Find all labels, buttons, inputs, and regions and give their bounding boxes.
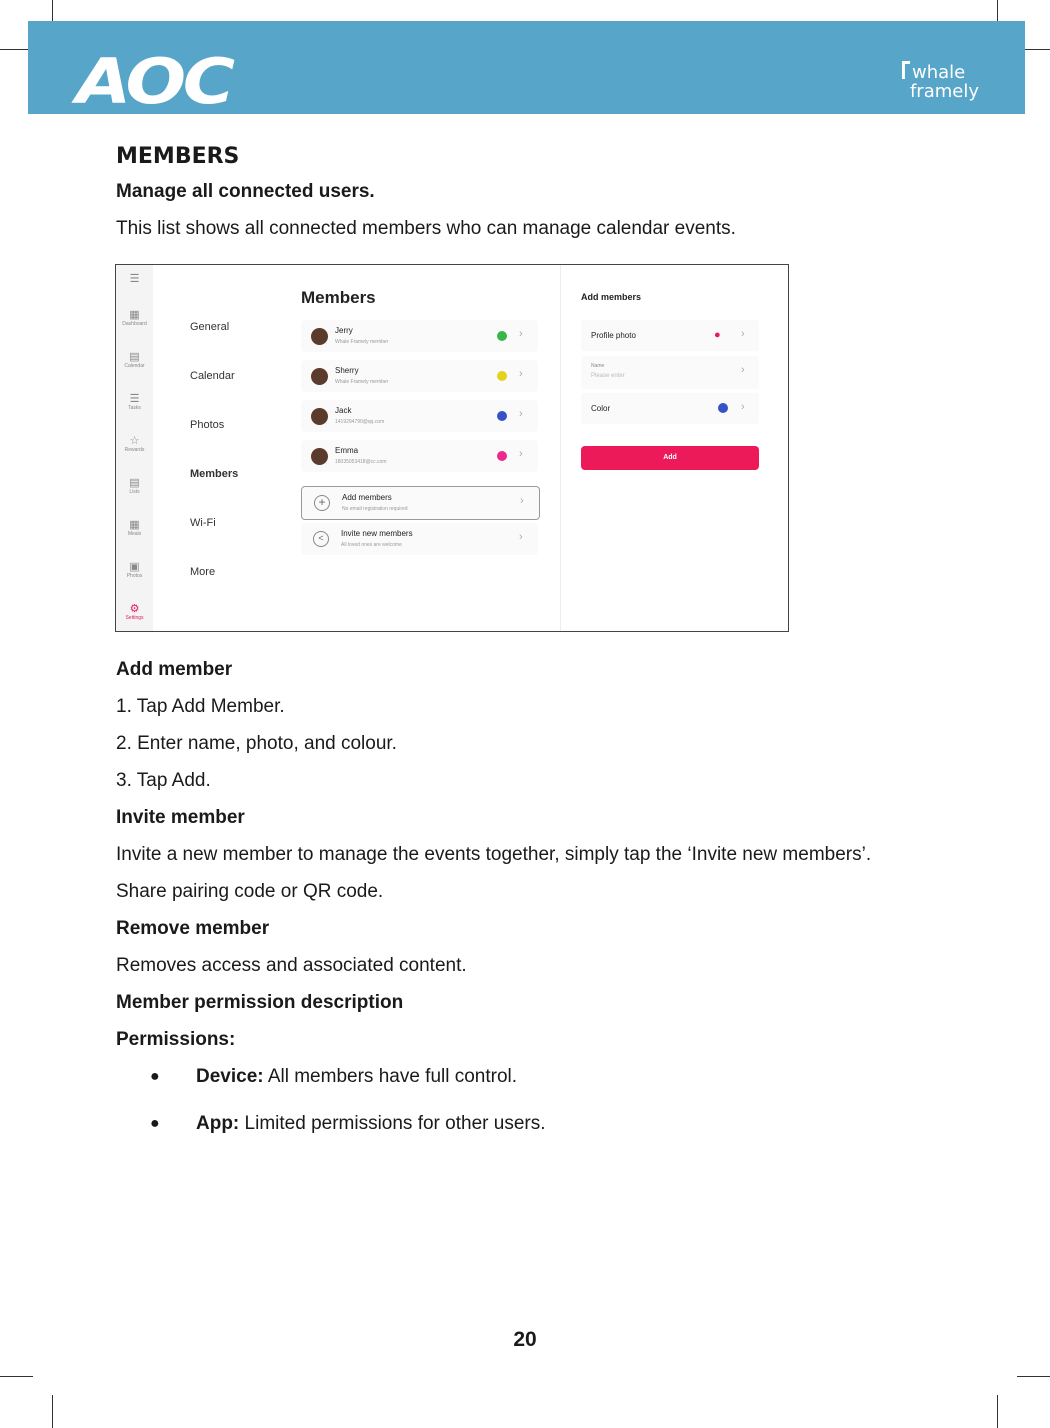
add-member-title: Add member bbox=[116, 659, 233, 680]
member-subtitle: 1419294790@qq.com bbox=[335, 419, 385, 425]
person-icon: ● bbox=[714, 329, 721, 341]
photos-icon: ▣ bbox=[129, 561, 140, 573]
profile-photo-row[interactable] bbox=[581, 320, 759, 351]
member-subtitle: Whale Framely member bbox=[335, 339, 389, 345]
name-field-row[interactable] bbox=[581, 356, 759, 389]
menu-item-wifi[interactable]: Wi-Fi bbox=[190, 517, 216, 529]
action-subtitle: No email registration required bbox=[342, 506, 408, 512]
chevron-right-icon: › bbox=[519, 328, 523, 340]
whale-framely-logo bbox=[902, 61, 979, 101]
action-subtitle: All loved ones are welcome bbox=[341, 542, 402, 548]
bullet-text: All members have full control. bbox=[263, 1066, 518, 1087]
member-card[interactable] bbox=[301, 400, 538, 432]
crop-mark bbox=[0, 1376, 33, 1377]
logo-line-2: framely bbox=[909, 81, 979, 102]
add-button[interactable]: Add bbox=[581, 446, 759, 470]
rail-item-settings[interactable] bbox=[116, 603, 153, 622]
calendar-icon: ▤ bbox=[129, 351, 140, 363]
plus-icon: + bbox=[314, 495, 330, 511]
avatar bbox=[311, 448, 328, 465]
color-swatch bbox=[718, 403, 728, 413]
rail-item-meals[interactable] bbox=[116, 519, 153, 538]
rail-label: Settings bbox=[125, 615, 144, 621]
chevron-right-icon: › bbox=[741, 328, 745, 340]
avatar bbox=[311, 328, 328, 345]
share-icon: < bbox=[313, 531, 329, 547]
name-label: Name bbox=[591, 363, 605, 369]
rail-item-calendar[interactable] bbox=[116, 351, 153, 370]
menu-item-calendar[interactable]: Calendar bbox=[190, 370, 235, 382]
rail-label: Dashboard bbox=[122, 321, 147, 327]
rail-label: Rewards bbox=[124, 447, 145, 453]
page-number: 20 bbox=[513, 1328, 537, 1351]
rail-label: Meals bbox=[127, 531, 142, 537]
logo-line-1: whale bbox=[902, 61, 979, 82]
remove-text: Removes access and associated content. bbox=[116, 955, 467, 976]
crop-mark bbox=[52, 1395, 53, 1428]
share-text: Share pairing code or QR code. bbox=[116, 881, 384, 902]
chevron-right-icon: › bbox=[519, 448, 523, 460]
permissions-label: Permissions: bbox=[116, 1029, 236, 1050]
step-3: 3. Tap Add. bbox=[116, 770, 211, 791]
section-subtitle: Manage all connected users. bbox=[116, 181, 375, 202]
aoc-logo: AOC bbox=[76, 45, 232, 118]
invite-title: Invite member bbox=[116, 807, 245, 828]
rail-label: Tasks bbox=[128, 405, 141, 411]
member-subtitle: Whale Framely member bbox=[335, 379, 389, 385]
crop-mark bbox=[1017, 1376, 1050, 1377]
meals-icon: ▦ bbox=[129, 519, 140, 531]
bullet-device bbox=[196, 1065, 517, 1089]
panel-divider bbox=[560, 265, 561, 631]
rail-item-lists[interactable] bbox=[116, 477, 153, 496]
rail-item-photos[interactable] bbox=[116, 561, 153, 580]
member-color-dot bbox=[497, 371, 507, 381]
menu-item-more[interactable]: More bbox=[190, 566, 216, 578]
menu-icon: ☰ bbox=[129, 273, 140, 285]
chevron-right-icon: › bbox=[520, 495, 524, 507]
menu-item-general[interactable]: General bbox=[190, 321, 230, 333]
step-2: 2. Enter name, photo, and colour. bbox=[116, 733, 397, 754]
chevron-right-icon: › bbox=[519, 408, 523, 420]
bullet-bold: Device: bbox=[196, 1066, 264, 1087]
section-title: MEMBERS bbox=[116, 144, 240, 169]
bullet-text: Limited permissions for other users. bbox=[239, 1113, 546, 1134]
member-color-dot bbox=[497, 411, 507, 421]
members-heading: Members bbox=[301, 288, 376, 307]
avatar bbox=[311, 408, 328, 425]
rail-item[interactable] bbox=[116, 273, 153, 285]
remove-title: Remove member bbox=[116, 918, 270, 939]
add-members-card[interactable] bbox=[301, 486, 540, 520]
rewards-icon: ☆ bbox=[129, 435, 140, 447]
menu-item-photos[interactable]: Photos bbox=[190, 419, 225, 431]
member-name: Jerry bbox=[335, 326, 353, 335]
members-screenshot bbox=[115, 264, 789, 632]
rail-label: Photos bbox=[126, 573, 143, 579]
profile-photo-label: Profile photo bbox=[591, 331, 636, 340]
bullet-bold: App: bbox=[196, 1113, 240, 1134]
add-panel-title: Add members bbox=[581, 292, 642, 302]
rail-item-rewards[interactable] bbox=[116, 435, 153, 454]
member-card[interactable] bbox=[301, 360, 538, 392]
chevron-right-icon: › bbox=[741, 401, 745, 413]
permission-title: Member permission description bbox=[116, 992, 404, 1013]
bullet-dot: ● bbox=[150, 1068, 160, 1085]
section-intro: This list shows all connected members who can manage calendar events. bbox=[116, 218, 736, 239]
member-name: Emma bbox=[335, 446, 359, 455]
settings-icon: ⚙ bbox=[129, 603, 140, 615]
menu-item-members[interactable]: Members bbox=[190, 468, 239, 480]
action-label: Add members bbox=[342, 493, 392, 502]
member-color-dot bbox=[497, 331, 507, 341]
lists-icon: ▤ bbox=[129, 477, 140, 489]
name-input[interactable]: Please enter bbox=[591, 373, 625, 379]
nav-rail bbox=[116, 265, 153, 631]
chevron-right-icon: › bbox=[519, 531, 523, 543]
color-label: Color bbox=[591, 404, 611, 413]
member-card[interactable] bbox=[301, 320, 538, 352]
member-name: Jack bbox=[335, 406, 352, 415]
rail-label: Lists bbox=[129, 489, 140, 495]
rail-label: Calendar bbox=[124, 363, 145, 369]
invite-members-card[interactable] bbox=[301, 523, 538, 555]
invite-text: Invite a new member to manage the events together, simply tap the ‘Invite new members’. bbox=[116, 844, 872, 865]
member-color-dot bbox=[497, 451, 507, 461]
crop-mark bbox=[997, 1395, 998, 1428]
dashboard-icon: ▦ bbox=[129, 309, 140, 321]
action-label: Invite new members bbox=[341, 529, 413, 538]
member-name: Sherry bbox=[335, 366, 359, 375]
tasks-icon: ☰ bbox=[129, 393, 140, 405]
member-card[interactable] bbox=[301, 440, 538, 472]
chevron-right-icon: › bbox=[519, 368, 523, 380]
member-subtitle: 18035053418@cc.com bbox=[335, 459, 387, 465]
rail-item-tasks[interactable] bbox=[116, 393, 153, 412]
rail-item-dashboard[interactable] bbox=[116, 309, 153, 328]
chevron-right-icon: › bbox=[741, 364, 745, 376]
avatar bbox=[311, 368, 328, 385]
bullet-app bbox=[196, 1112, 546, 1136]
header-banner bbox=[28, 21, 1025, 118]
bullet-dot: ● bbox=[150, 1115, 160, 1132]
color-row[interactable] bbox=[581, 393, 759, 424]
step-1: 1. Tap Add Member. bbox=[116, 696, 285, 717]
